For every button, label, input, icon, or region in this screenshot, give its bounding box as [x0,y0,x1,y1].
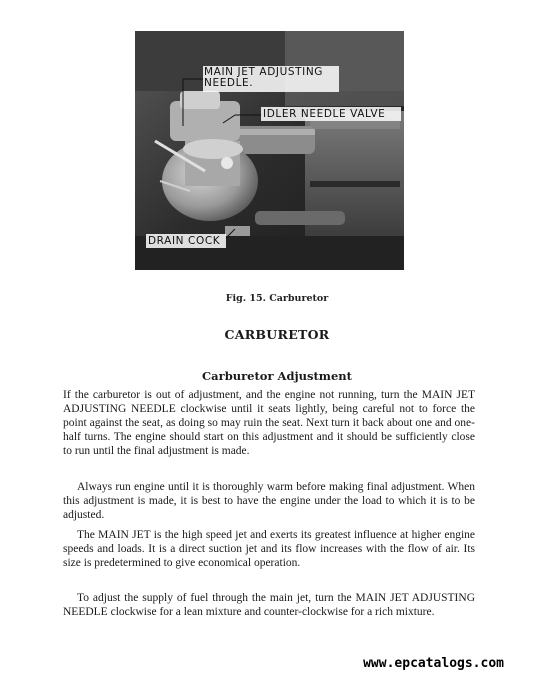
callout-drain-cock: DRAIN COCK [148,235,221,247]
footer-url: www.epcatalogs.com [363,656,504,671]
paragraph-2: Always run engine until it is thoroughly warm before making final adjustment. When this adjustment is made, it is best to have the engine under the load to which it is to be adjusted. [63,481,475,521]
callout-main-jet [204,67,323,89]
section-subtitle: Carburetor Adjustment [202,369,352,383]
figure-caption: Fig. 15. Carburetor [225,293,329,304]
section-title: CARBURETOR [224,327,330,342]
callout-main-jet-line2: NEEDLE. [204,77,254,89]
callout-idler-needle-valve: IDLER NEEDLE VALVE [263,108,386,120]
callout-main-jet-line1: MAIN JET ADJUSTING [204,66,324,78]
paragraph-4: To adjust the supply of fuel through the main jet, turn the MAIN JET ADJUSTING NEEDLE clockwise for a lean mixture and counter-clockwise for a rich mixture. [63,592,475,618]
paragraph-3: The MAIN JET is the high speed jet and exerts its greatest influence at higher engine speeds and loads. It is a direct suction jet and its flow increases with the flow of air. Its size is predetermined to give economical operation. [63,529,475,569]
paragraph-1: If the carburetor is out of adjustment, and the engine not running, turn the MAIN JET ADJUSTING NEEDLE clockwise until it seats lightly, being careful not to force the point against the seat, as doing so may ruin the seat. Next turn it back about one and one-half turns. The engine should start on this adjustment and it should be sufficiently close to run until the final adjustment is made. [63,389,475,457]
